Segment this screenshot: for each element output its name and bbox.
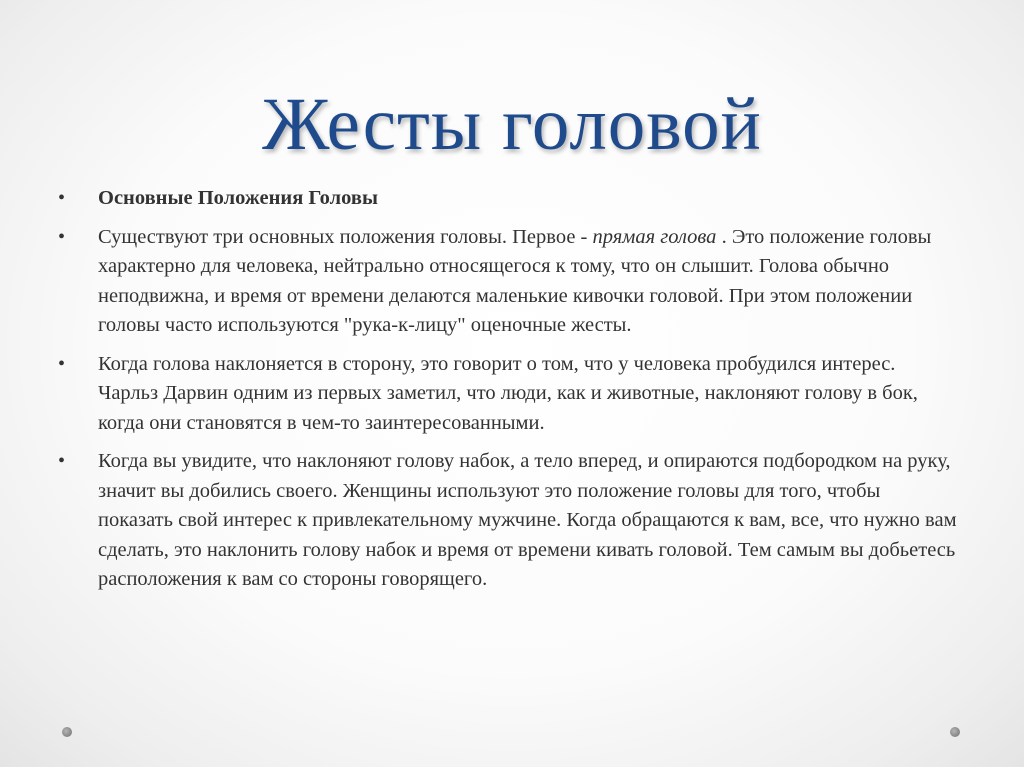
bullet-item	[58, 184, 958, 214]
decorative-dot-left	[62, 727, 72, 737]
bullet-item	[58, 223, 958, 341]
slide-title: Жесты головой	[262, 83, 762, 166]
bullet-item	[58, 447, 958, 595]
decorative-dot-right	[950, 727, 960, 737]
bullet-heading: Основные Положения Головы	[98, 187, 378, 209]
bullet-text-part: Существуют три основных положения головы. Первое -	[98, 225, 593, 248]
bullet-text: Когда голова наклоняется в сторону, это говорит о том, что у человека пробудился интерес. Чарльз Дарвин одним из первых заметил, что люди, как и животные, наклоняют голову в бок, когда они становятся в чем-то заинтересованными.	[98, 352, 918, 434]
bullet-text-part: . Это положение головы характерно для человека, нейтрально относящегося к тому, что он слышит. Голова обычно неподвижна, и время от времени делаются маленькие кивочки головой. При этом положении головы часто используются "рука-к-лицу" оценочные жесты.	[98, 225, 932, 336]
bullet-emphasis: прямая голова	[592, 225, 717, 248]
bullet-marker: •	[58, 225, 66, 248]
bullet-marker: •	[58, 187, 66, 209]
bullet-text	[98, 226, 931, 337]
bullet-marker: •	[58, 352, 66, 375]
bullet-text: Когда вы увидите, что наклоняют голову набок, а тело вперед, и опираются подбородком на руку, значит вы добились своего. Женщины используют это положение головы для того, чтобы показать свой интерес к привлекательному мужчине. Когда обращаются к вам, все, что нужно вам сделать, это наклонить голову набок и время от времени кивать головой. Тем самым вы добьетесь расположения к вам со стороны говорящего.	[98, 450, 957, 590]
bullet-list	[58, 184, 958, 604]
bullet-item	[58, 350, 958, 439]
bullet-marker: •	[58, 450, 66, 472]
